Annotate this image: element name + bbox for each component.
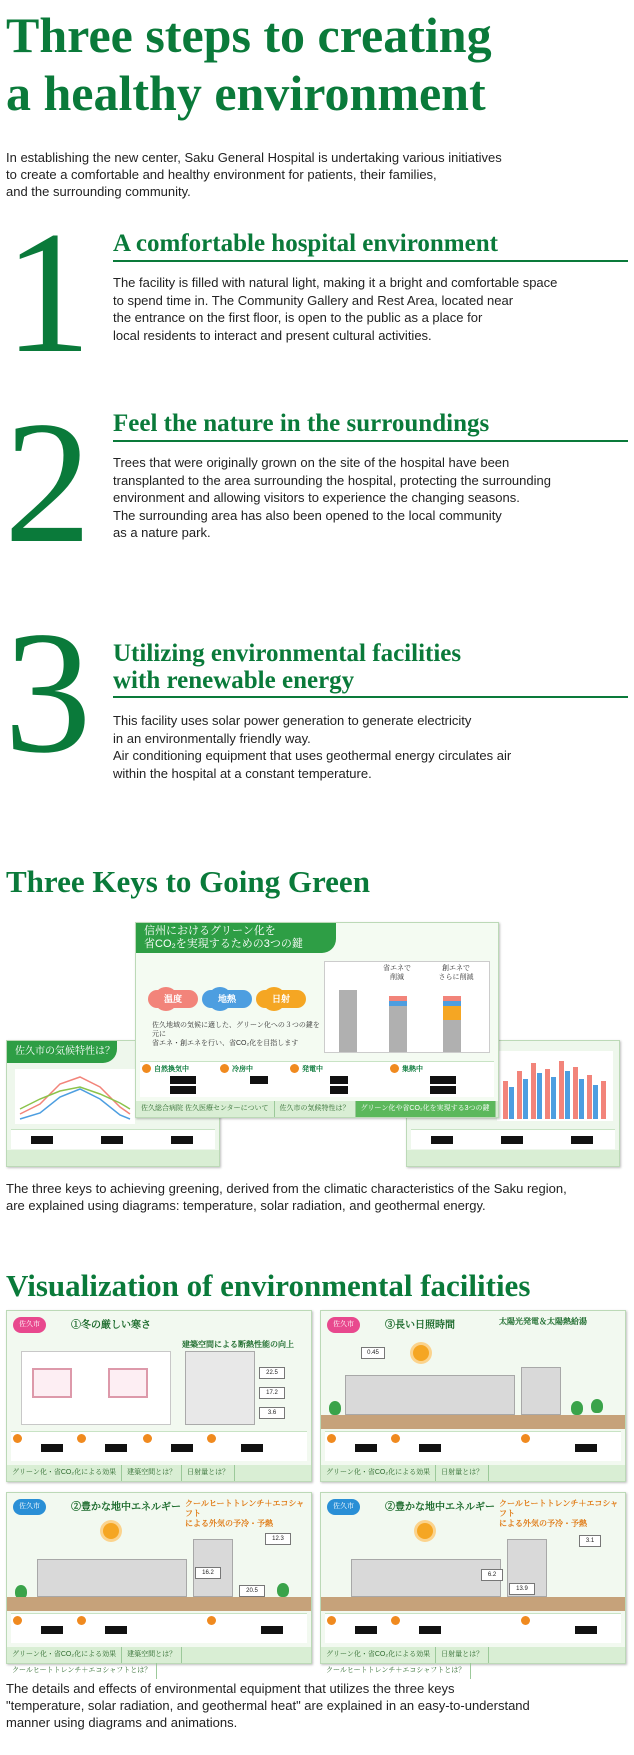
value-redacted: [430, 1086, 456, 1094]
step-body-line: in an environmentally friendly way.: [113, 730, 311, 746]
panel-title-line: 省CO₂を実現するための3つの鍵: [144, 938, 303, 950]
viz-panel-geothermal-a[interactable]: [6, 1492, 312, 1674]
status-row: [11, 1613, 307, 1643]
value-redacted: [575, 1444, 597, 1452]
step-rule: [113, 260, 628, 262]
ground: [321, 1415, 625, 1429]
viz-subheading: クールヒートトレンチ＋エコシャフト による外気の予冷・予熱: [499, 1499, 619, 1528]
caption-line: manner using diagrams and animations.: [6, 1715, 238, 1730]
tree-icon: [277, 1583, 289, 1597]
status-dot-icon: [390, 1064, 399, 1073]
step-body-line: transplanted to the area surrounding the hospital, protecting the surrounding: [113, 472, 551, 488]
panel-footer: [136, 1101, 498, 1117]
status-dot-icon: [327, 1434, 336, 1443]
status-dot-icon: [77, 1616, 86, 1625]
step-body-line: environment and allowing visitors to experience the changing seasons.: [113, 490, 520, 505]
location-chip: 佐久市: [327, 1317, 360, 1333]
step-body-line: The surrounding area has also been opened to the local community: [113, 507, 502, 523]
value-redacted: [170, 1086, 196, 1094]
footer-link[interactable]: グリーン化・省CO₂化による効果: [321, 1647, 436, 1663]
step-number: 1: [4, 195, 92, 389]
value-redacted: [261, 1626, 283, 1634]
panel-title: [136, 923, 336, 953]
intro-text: [6, 149, 616, 200]
hospital-wing-icon: [521, 1367, 561, 1415]
value-readout: 6.2: [481, 1569, 503, 1581]
value-redacted: [419, 1626, 441, 1634]
keys-description: [152, 1021, 322, 1048]
tree-icon: [571, 1401, 583, 1415]
key-solar: 日射: [256, 990, 306, 1008]
status-row: [11, 1431, 307, 1461]
status-chip: 集熱中: [402, 1066, 423, 1073]
step-body: [113, 274, 623, 344]
status-dot-icon: [521, 1434, 530, 1443]
panel-footer: [7, 1465, 311, 1481]
value-readout: 16.2: [195, 1567, 221, 1579]
caption-line: "temperature, solar radiation, and geothermal heat" are explained in an easy-to-understand: [6, 1698, 530, 1713]
building-section-icon: [185, 1351, 255, 1425]
viz-panel-long-sunshine[interactable]: [320, 1310, 626, 1482]
caption-line: The three keys to achieving greening, derived from the climatic characteristics of the Saku region,: [6, 1181, 567, 1196]
panel-title: 佐久市の気候特性は？: [7, 1041, 117, 1063]
chart-bar-temperature: [443, 996, 461, 1001]
reduction-chart: [324, 961, 490, 1053]
value-readout: 3.1: [579, 1535, 601, 1547]
step-body: [113, 712, 623, 782]
value-redacted: [31, 1136, 53, 1144]
status-dot-icon: [521, 1616, 530, 1625]
status-dot-icon: [207, 1434, 216, 1443]
viz-subheading: 太陽光発電＆太陽熱給湯: [499, 1317, 587, 1326]
viz-section-title: Visualization of environmental facilities: [6, 1268, 531, 1303]
step-body-line: local residents to interact and present cultural activities.: [113, 327, 432, 343]
room-box: [32, 1368, 72, 1398]
step-body: [113, 454, 623, 542]
footer-link[interactable]: グリーン化・省CO₂化による効果: [7, 1647, 122, 1663]
hospital-building-icon: [345, 1375, 515, 1415]
value-readout: 20.5: [239, 1585, 265, 1597]
value-redacted: [171, 1444, 193, 1452]
status-row: [411, 1129, 615, 1149]
intro-line: and the surrounding community.: [6, 184, 191, 199]
step-heading-line: with renewable energy: [113, 667, 355, 694]
page-title: [6, 6, 626, 122]
step-body-line: Air conditioning equipment that uses geothermal energy circulates air: [113, 748, 512, 763]
step-body-line: the entrance on the first floor, is open to the public as a place for: [113, 310, 483, 325]
status-dot-icon: [327, 1616, 336, 1625]
value-redacted: [250, 1076, 268, 1084]
temp-readout: 3.6: [259, 1407, 285, 1419]
panel-footer: [407, 1150, 619, 1166]
footer-link[interactable]: クールヒートトレンチ＋エコシャフトとは？: [7, 1663, 157, 1679]
hospital-building-icon: [351, 1559, 501, 1597]
value-redacted: [105, 1444, 127, 1452]
status-dot-icon: [13, 1616, 22, 1625]
viz-caption: [6, 1680, 626, 1731]
panel-footer: [321, 1465, 625, 1481]
panel-footer: [321, 1647, 625, 1674]
viz-heading: ②豊かな地中エネルギー: [385, 1502, 495, 1513]
status-dot-icon: [391, 1616, 400, 1625]
value-redacted: [355, 1444, 377, 1452]
keys-section-title: Three Keys to Going Green: [6, 864, 370, 899]
viz-subheading: クールヒートトレンチ＋エコシャフト による外気の予冷・予熱: [185, 1499, 305, 1528]
hospital-building-icon: [37, 1559, 187, 1597]
step-1: [0, 195, 634, 389]
chart-bar-geothermal: [389, 1001, 407, 1006]
footer-link[interactable]: クールヒートトレンチ＋エコシャフトとは？: [321, 1663, 471, 1679]
status-chip: 冷房中: [232, 1066, 253, 1073]
value-readout: 13.9: [509, 1583, 535, 1595]
value-redacted: [419, 1444, 441, 1452]
panel-footer: [7, 1150, 219, 1166]
location-chip: 佐久市: [13, 1317, 46, 1333]
sun-icon: [417, 1523, 433, 1539]
chart-label-creation: 創エネで さらに削減: [438, 965, 474, 981]
value-redacted: [241, 1444, 263, 1452]
viz-heading: ①冬の厳しい寒さ: [71, 1320, 151, 1331]
value-redacted: [355, 1626, 377, 1634]
chart-bar-saving: [389, 1006, 407, 1052]
status-row: [325, 1431, 621, 1461]
step-number: 2: [4, 385, 92, 579]
step-heading-line: Utilizing environmental facilities: [113, 640, 462, 667]
value-redacted: [501, 1136, 523, 1144]
ground: [321, 1597, 625, 1611]
footer-link[interactable]: 日射量とは？: [436, 1465, 489, 1481]
sun-icon: [103, 1523, 119, 1539]
step-rule: [113, 440, 628, 442]
footer-link[interactable]: グリーン化・省CO₂化による効果: [321, 1465, 436, 1481]
value-redacted: [571, 1136, 593, 1144]
ground: [7, 1597, 311, 1611]
temp-readout: 22.5: [259, 1367, 285, 1379]
status-row: [325, 1613, 621, 1643]
value-redacted: [330, 1086, 348, 1094]
footer-link[interactable]: 佐久総合病院 佐久医療センターについて: [136, 1101, 275, 1117]
location-chip: 佐久市: [327, 1499, 360, 1515]
status-dot-icon: [220, 1064, 229, 1073]
panel-title-line: 信州におけるグリーン化を: [144, 925, 276, 937]
chart-bar-baseline: [339, 990, 357, 1052]
status-dot-icon: [143, 1434, 152, 1443]
status-row: [140, 1061, 494, 1097]
step-body-line: as a nature park.: [113, 525, 211, 540]
step-body-line: This facility uses solar power generation to generate electricity: [113, 713, 472, 728]
value-redacted: [41, 1444, 63, 1452]
intro-line: In establishing the new center, Saku General Hospital is undertaking various initiatives: [6, 150, 502, 165]
insulation-diagram: [21, 1351, 171, 1425]
location-chip: 佐久市: [13, 1499, 46, 1515]
chart-label-saving: 省エネで 削減: [383, 965, 411, 981]
sun-icon: [413, 1345, 429, 1361]
viz-panel-cold-winter[interactable]: [6, 1310, 312, 1482]
value-redacted: [330, 1076, 348, 1084]
page-title-line1: Three steps to creating: [6, 7, 492, 63]
viz-heading: ②豊かな地中エネルギー: [71, 1502, 181, 1513]
step-heading: A comfortable hospital environment: [113, 230, 498, 257]
viz-subheading: 建築空間による断熱性能の向上: [182, 1340, 294, 1349]
desc-line: 佐久地域の気候に適した、グリーン化への３つの鍵を元に: [152, 1022, 320, 1038]
footer-link[interactable]: 建築空間とは？: [122, 1465, 182, 1481]
footer-link[interactable]: 日射量とは？: [182, 1465, 235, 1481]
status-dot-icon: [77, 1434, 86, 1443]
viz-heading: ③長い日照時間: [385, 1320, 455, 1331]
panel-footer: [7, 1647, 311, 1674]
caption-line: The details and effects of environmental equipment that utilizes the three keys: [6, 1681, 455, 1696]
tree-icon: [329, 1401, 341, 1415]
status-dot-icon: [391, 1434, 400, 1443]
chart-bar-creation: [443, 1020, 461, 1052]
value-redacted: [431, 1136, 453, 1144]
chart-bar-temperature: [389, 996, 407, 1001]
desc-line: 省エネ・創エネを行い、省CO₂化を目指します: [152, 1040, 299, 1047]
caption-line: are explained using diagrams: temperature, solar radiation, and geothermal energy.: [6, 1198, 486, 1213]
step-body-line: within the hospital at a constant temperature.: [113, 765, 372, 781]
key-temperature: 温度: [148, 990, 198, 1008]
footer-link[interactable]: 佐久市の気候特性は？: [275, 1101, 356, 1117]
tree-icon: [591, 1399, 603, 1413]
value-redacted: [105, 1626, 127, 1634]
keys-center-panel[interactable]: [135, 922, 499, 1118]
bar-chart-icon: [497, 1051, 613, 1121]
step-heading: Feel the nature in the surroundings: [113, 410, 490, 437]
room-box: [108, 1368, 148, 1398]
step-number: 3: [4, 595, 92, 789]
key-geothermal: 地熱: [202, 990, 252, 1008]
footer-link[interactable]: グリーン化や省CO₂化を実現する3つの鍵: [356, 1101, 496, 1117]
page-title-line2: a healthy environment: [6, 65, 486, 121]
status-chip: 自然換気中: [154, 1066, 189, 1073]
chart-bar-solar: [443, 1006, 461, 1020]
step-heading: [113, 640, 628, 694]
status-dot-icon: [290, 1064, 299, 1073]
value-redacted: [171, 1136, 193, 1144]
chart-bar-geothermal: [443, 1001, 461, 1006]
footer-link[interactable]: 日射量とは？: [436, 1647, 489, 1663]
step-2: [0, 385, 634, 579]
temperature-chart-icon: [15, 1069, 135, 1124]
value-redacted: [41, 1626, 63, 1634]
value-redacted: [575, 1626, 597, 1634]
status-row: [11, 1129, 215, 1149]
value-redacted: [101, 1136, 123, 1144]
step-body-line: The facility is filled with natural light, making it a bright and comfortable space: [113, 275, 558, 290]
status-dot-icon: [207, 1616, 216, 1625]
value-readout: 0.45: [361, 1347, 385, 1359]
value-redacted: [430, 1076, 456, 1084]
value-readout: 12.3: [265, 1533, 291, 1545]
step-3: [0, 595, 634, 789]
intro-line: to create a comfortable and healthy environment for patients, their families,: [6, 167, 437, 182]
keys-caption: [6, 1180, 626, 1214]
footer-link[interactable]: 建築空間とは？: [122, 1647, 182, 1663]
step-body-line: to spend time in. The Community Gallery and Rest Area, located near: [113, 292, 514, 308]
status-dot-icon: [142, 1064, 151, 1073]
viz-panel-geothermal-b[interactable]: [320, 1492, 626, 1674]
status-chip: 発電中: [302, 1066, 323, 1073]
step-body-line: Trees that were originally grown on the site of the hospital have been: [113, 455, 510, 470]
status-dot-icon: [13, 1434, 22, 1443]
footer-link[interactable]: グリーン化・省CO₂化による効果: [7, 1465, 122, 1481]
step-rule: [113, 696, 628, 698]
value-redacted: [170, 1076, 196, 1084]
temp-readout: 17.2: [259, 1387, 285, 1399]
